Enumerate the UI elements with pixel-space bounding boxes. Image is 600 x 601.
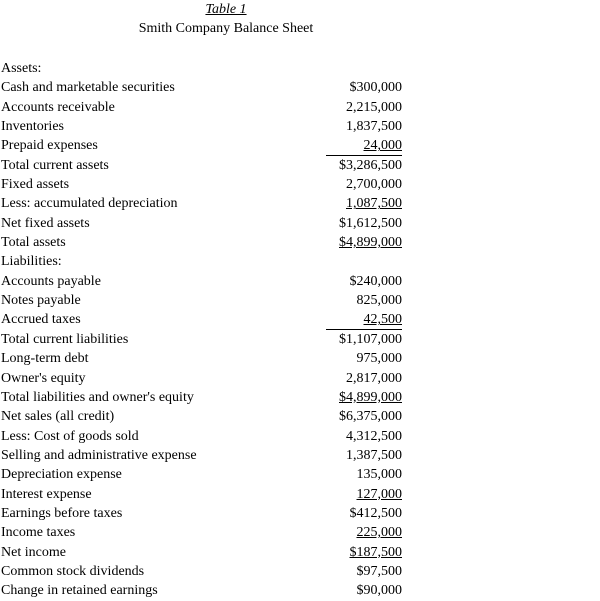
table-row [0,175,410,194]
row-value: $4,899,000 [339,389,402,405]
table-row [0,446,410,465]
table-row [0,465,410,484]
row-label: Earnings before taxes [1,505,123,521]
row-label: Less: accumulated depreciation [1,196,178,212]
page-title: Smith Company Balance Sheet [138,21,314,36]
row-value: $97,500 [356,563,402,579]
row-value: 4,312,500 [346,428,402,444]
table-row [0,272,410,291]
table-row [0,562,410,581]
row-label: Notes payable [1,293,81,309]
table-row [0,388,410,407]
row-value: 225,000 [356,525,402,541]
row-label: Income taxes [1,525,76,541]
table-row [0,330,410,349]
row-label: Owner's equity [1,370,86,386]
row-value: 24,000 [363,138,402,154]
row-label: Total current liabilities [1,331,129,347]
table-row [0,504,410,523]
row-value: $3,286,500 [339,157,402,173]
row-label: Change in retained earnings [1,583,158,599]
table-row [0,349,410,368]
row-label: Interest expense [1,486,92,502]
row-value: 2,700,000 [346,177,402,193]
table-row [0,214,410,233]
row-label: Accounts payable [1,273,101,289]
row-value: $412,500 [349,505,402,521]
row-value: 42,500 [363,312,402,328]
table-row [0,407,410,426]
row-label: Net fixed assets [1,215,90,231]
row-value: 135,000 [356,467,402,483]
balance-sheet-table [0,59,410,601]
row-label: Liabilities: [1,254,62,270]
row-value: $240,000 [349,273,402,289]
table-row [0,310,410,329]
table-row [0,194,410,213]
table-row [0,485,410,504]
row-label: Accrued taxes [1,312,81,328]
row-value: $4,899,000 [339,235,402,251]
row-value: 127,000 [356,486,402,502]
row-label: Selling and administrative expense [1,447,197,463]
row-value: $187,500 [349,544,402,560]
row-value: $300,000 [349,80,402,96]
row-label: Assets: [1,61,42,76]
row-value: $6,375,000 [339,409,402,425]
row-value: 825,000 [356,293,402,309]
row-value: 975,000 [356,351,402,367]
row-label: Depreciation expense [1,467,122,483]
table-row [0,78,410,97]
row-value: 1,837,500 [346,119,402,135]
table-row [0,98,410,117]
table-number: Table 1 [205,2,247,17]
row-value: $1,612,500 [339,215,402,231]
row-label: Inventories [1,119,64,135]
row-label: Cash and marketable securities [1,80,175,96]
row-label: Prepaid expenses [1,138,98,154]
table-row [0,252,410,271]
table-row [0,369,410,388]
row-label: Total current assets [1,157,109,173]
row-label: Total assets [1,235,66,251]
row-label: Fixed assets [1,177,70,193]
row-value: 1,087,500 [346,196,402,212]
table-row [0,233,410,252]
table-row [0,523,410,542]
row-label: Total liabilities and owner's equity [1,389,194,405]
table-row [0,543,410,562]
table-row [0,581,410,600]
row-label: Net income [1,544,66,560]
row-label: Accounts receivable [1,99,115,115]
table-row [0,291,410,310]
row-label: Long-term debt [1,351,89,367]
row-value: 2,817,000 [346,370,402,386]
row-value: $90,000 [356,583,402,599]
table-row [0,427,410,446]
table-row [0,136,410,155]
row-label: Common stock dividends [1,563,145,579]
row-label: Net sales (all credit) [1,409,115,425]
row-value: 2,215,000 [346,99,402,115]
row-value: 1,387,500 [346,447,402,463]
row-label: Less: Cost of goods sold [1,428,139,444]
table-row [0,59,410,78]
table-row [0,117,410,136]
row-value: $1,107,000 [339,331,402,347]
table-row [0,156,410,175]
